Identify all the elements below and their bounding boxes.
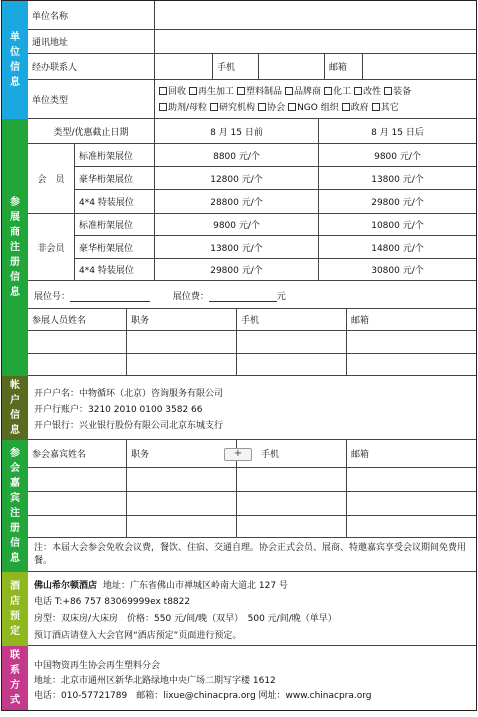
price-early: 12800 元/个 — [154, 167, 318, 189]
checkbox-icon[interactable] — [324, 87, 332, 95]
member-group-label: 会 员 — [28, 144, 74, 214]
booth-type: 标准桁架展位 — [74, 144, 154, 166]
booth-fee-unit: 元 — [276, 292, 286, 302]
checkbox-icon[interactable] — [159, 103, 167, 111]
attendance-note: 注：本届大会参会免收会议费，餐饮、住宿、交通自理。协会正式会员、展商、特邀嘉宾享受会议期间免费用餐。 — [34, 543, 467, 566]
unit-type-options — [154, 80, 476, 118]
unit-type-option-label: 助剂/母粒 — [168, 103, 208, 113]
booth-type: 豪华桁架展位 — [74, 167, 154, 189]
hotel-booking-note: 预订酒店请登入大会官网“酒店预定”页面进行预定。 — [34, 631, 242, 641]
guest-email-field[interactable] — [346, 516, 476, 537]
address-row — [28, 30, 476, 54]
postcode-field[interactable] — [362, 54, 476, 79]
account-name: 开户户名：中物循环（北京）咨询服务有限公司 — [34, 389, 224, 399]
nonmember-row-standard — [74, 214, 476, 236]
table-row — [28, 516, 476, 538]
add-row-button[interactable]: + — [224, 448, 252, 461]
exhibitor-mobile-field[interactable] — [236, 331, 346, 353]
price-late: 10800 元/个 — [318, 214, 476, 235]
hotel-name: 佛山希尔顿酒店 — [34, 581, 98, 591]
price-early: 28800 元/个 — [154, 190, 318, 213]
checkbox-icon[interactable] — [189, 87, 197, 95]
unit-type-option[interactable] — [384, 87, 411, 97]
unit-type-option-label: 协会 — [267, 103, 286, 113]
unit-type-option[interactable] — [342, 103, 369, 113]
table-row — [28, 492, 476, 516]
unit-type-option[interactable] — [285, 87, 321, 97]
account-bank: 开户银行：兴业银行股份有限公司北京东城支行 — [34, 421, 224, 431]
unit-type-row — [28, 80, 476, 119]
contact-phone-email-web: 电话：010-57721789 邮箱：lixue@chinacpra.org 网址：www.chinacpra.org — [34, 691, 372, 701]
booth-header-late: 8 月 15 日后 — [318, 119, 476, 143]
guest-title-field[interactable] — [126, 516, 236, 537]
member-row-special — [74, 190, 476, 214]
exhibitor-name-field[interactable] — [28, 331, 126, 353]
unit-type-option[interactable] — [354, 87, 381, 97]
guest-header-title: 职务 — [126, 440, 236, 467]
exhibitor-mobile-field[interactable] — [236, 354, 346, 375]
unit-type-options-row2 — [159, 100, 476, 116]
section-label-guests: 参会嘉宾注册信息 — [2, 440, 28, 572]
registration-form — [1, 0, 477, 711]
checkbox-icon[interactable] — [372, 103, 380, 111]
unit-type-option-label: 装备 — [393, 87, 412, 97]
price-early: 8800 元/个 — [154, 144, 318, 166]
unit-type-label: 单位类型 — [32, 95, 69, 106]
unit-name-field[interactable] — [154, 1, 476, 29]
hotel-block — [28, 572, 476, 646]
booth-fee-field[interactable] — [209, 301, 277, 302]
member-row-luxury — [74, 167, 476, 190]
unit-type-option[interactable] — [210, 103, 255, 113]
guest-mobile-field[interactable] — [236, 468, 346, 491]
exhibitor-email-field[interactable] — [346, 331, 476, 353]
price-early: 29800 元/个 — [154, 259, 318, 280]
unit-type-option-label: 政府 — [350, 103, 369, 113]
guest-name-field[interactable] — [28, 468, 126, 491]
booth-header-row — [28, 119, 476, 144]
guest-header-mobile: 手机 — [236, 440, 346, 467]
unit-type-option-label: 回收 — [168, 87, 187, 97]
guest-header-email: 邮箱 — [346, 440, 476, 467]
unit-name-label: 单位名称 — [32, 11, 69, 22]
account-number: 开户行账户：3210 2010 0100 3582 66 — [34, 405, 203, 415]
checkbox-icon[interactable] — [210, 103, 218, 111]
table-row — [28, 331, 476, 354]
unit-type-option[interactable] — [159, 103, 207, 113]
section-label-hotel: 酒店预定 — [2, 572, 28, 646]
booth-number-field[interactable] — [70, 301, 150, 302]
section-label-unit: 单位信息 — [2, 1, 28, 119]
nonmember-row-special — [74, 259, 476, 281]
unit-name-row — [28, 1, 476, 30]
unit-type-option-label: 其它 — [380, 103, 399, 113]
unit-type-option[interactable] — [288, 103, 339, 113]
guest-title-field[interactable] — [126, 468, 236, 491]
mobile-field[interactable] — [258, 54, 324, 79]
nonmember-row-luxury — [74, 236, 476, 259]
guest-email-field[interactable] — [346, 492, 476, 515]
checkbox-icon[interactable] — [237, 87, 245, 95]
guest-title-field[interactable] — [126, 492, 236, 515]
exhibitor-title-field[interactable] — [126, 331, 236, 353]
checkbox-icon[interactable] — [258, 103, 266, 111]
unit-type-option-label: 品牌商 — [294, 87, 322, 97]
unit-type-option[interactable] — [237, 87, 282, 97]
table-row — [28, 468, 476, 492]
price-late: 29800 元/个 — [318, 190, 476, 213]
guest-email-field[interactable] — [346, 468, 476, 491]
price-late: 13800 元/个 — [318, 167, 476, 189]
address-label: 通讯地址 — [32, 38, 69, 48]
booth-number-label: 展位号： — [34, 292, 71, 302]
checkbox-icon[interactable] — [384, 87, 392, 95]
unit-type-option[interactable] — [189, 87, 234, 97]
guest-header-row — [28, 440, 476, 468]
booth-fee-label: 展位费： — [172, 292, 209, 302]
exhibitor-header-email: 邮箱 — [346, 309, 476, 330]
unit-type-option-label: 研究机构 — [219, 103, 256, 113]
booth-type: 标准桁架展位 — [74, 214, 154, 235]
unit-type-option-label: 化工 — [333, 87, 352, 97]
hotel-phone: 电话 T:+86 757 83069999ex t8822 — [34, 597, 191, 607]
account-info-block — [28, 376, 476, 440]
contact-person-field[interactable] — [154, 54, 212, 79]
checkbox-icon[interactable] — [285, 87, 293, 95]
contact-address: 地址：北京市通州区新华北路绿地中央广场二期写字楼 1612 — [34, 676, 276, 686]
price-late: 30800 元/个 — [318, 259, 476, 280]
unit-type-option[interactable] — [372, 103, 399, 113]
checkbox-icon[interactable] — [342, 103, 350, 111]
checkbox-icon[interactable] — [354, 87, 362, 95]
hotel-rooms: 房型：双床房/大床房 价格：550 元/间/晚（双早） 500 元/间/晚（单早） — [34, 614, 337, 624]
unit-type-option-label: 再生加工 — [198, 87, 235, 97]
price-early: 13800 元/个 — [154, 236, 318, 258]
mobile-label: 手机 — [212, 54, 258, 79]
booth-fee-line — [28, 281, 476, 308]
contact-org: 中国物资再生协会再生塑料分会 — [34, 661, 161, 671]
guest-name-field[interactable] — [28, 492, 126, 515]
member-row-standard — [74, 144, 476, 167]
exhibitor-name-field[interactable] — [28, 354, 126, 375]
unit-type-option[interactable] — [324, 87, 351, 97]
unit-type-option[interactable] — [258, 103, 285, 113]
guest-header-name: 参会嘉宾姓名 — [32, 450, 87, 460]
hotel-address: 地址：广东省佛山市禅城区岭南大道北 127 号 — [103, 581, 288, 591]
unit-type-option-label: NGO 组织 — [297, 103, 339, 113]
section-label-participation: 参展商注册信息 — [2, 119, 28, 376]
unit-type-options-row1 — [159, 84, 476, 100]
booth-type: 4*4 特装展位 — [74, 190, 154, 213]
exhibitor-header-name: 参展人员姓名 — [32, 316, 87, 326]
note-row — [28, 538, 476, 572]
contact-block — [28, 646, 476, 710]
contact-person-row — [28, 54, 476, 80]
unit-type-option-label: 塑料制品 — [246, 87, 283, 97]
table-row — [28, 354, 476, 376]
exhibitor-header-row — [28, 308, 476, 331]
exhibitor-header-title: 职务 — [126, 309, 236, 330]
exhibitor-email-field[interactable] — [346, 354, 476, 375]
unit-type-option-label: 改性 — [363, 87, 382, 97]
address-field[interactable] — [154, 30, 476, 53]
section-label-account: 帐户信息 — [2, 376, 28, 440]
nonmember-group-label: 非会员 — [28, 214, 74, 281]
contact-person-label: 经办联系人 — [32, 63, 78, 73]
section-label-contact: 联系方式 — [2, 646, 28, 710]
unit-type-option[interactable] — [159, 87, 186, 97]
guest-mobile-field[interactable] — [236, 492, 346, 515]
booth-type: 豪华桁架展位 — [74, 236, 154, 258]
postcode-label: 邮箱 — [324, 54, 362, 79]
guest-mobile-field[interactable] — [236, 516, 346, 537]
exhibitor-title-field[interactable] — [126, 354, 236, 375]
guest-name-field[interactable] — [28, 516, 126, 537]
booth-type: 4*4 特装展位 — [74, 259, 154, 280]
price-late: 14800 元/个 — [318, 236, 476, 258]
checkbox-icon[interactable] — [159, 87, 167, 95]
checkbox-icon[interactable] — [288, 103, 296, 111]
booth-header-early: 8 月 15 日前 — [154, 119, 318, 143]
price-early: 9800 元/个 — [154, 214, 318, 235]
booth-header-type: 类型/优惠截止日期 — [53, 127, 129, 138]
price-late: 9800 元/个 — [318, 144, 476, 166]
exhibitor-header-mobile: 手机 — [236, 309, 346, 330]
